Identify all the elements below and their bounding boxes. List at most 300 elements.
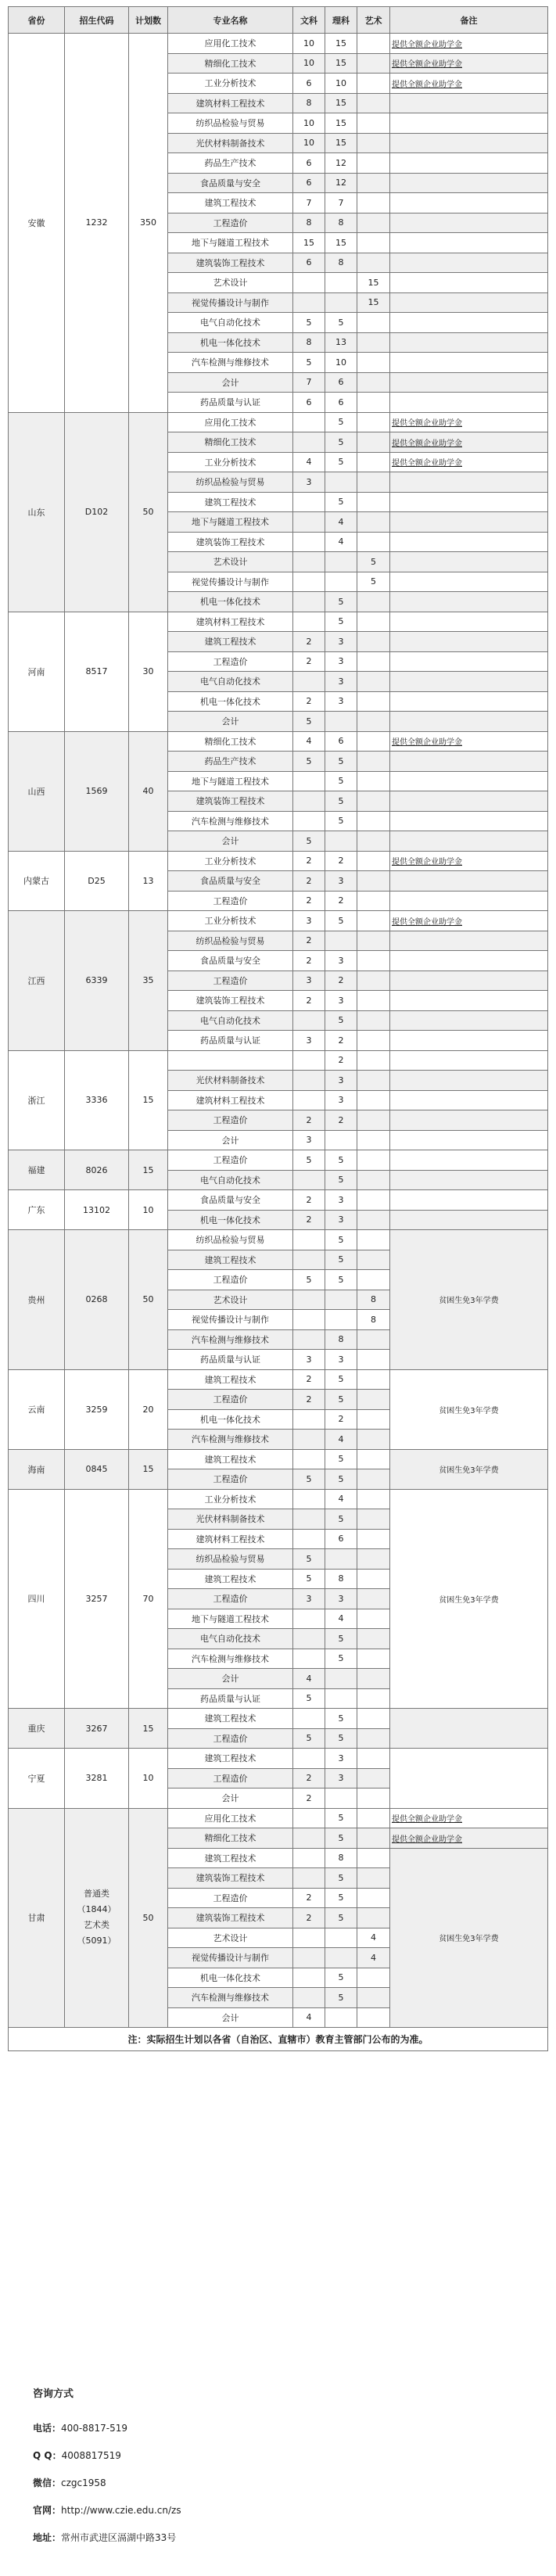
liberal-arts-cell bbox=[293, 532, 325, 552]
liberal-arts-cell: 5 bbox=[293, 1150, 325, 1171]
remarks-cell bbox=[390, 133, 548, 153]
remarks-cell: 贫困生免3年学费 bbox=[390, 1369, 548, 1449]
major-cell: 地下与隧道工程技术 bbox=[168, 1609, 293, 1629]
remarks-cell bbox=[390, 1150, 548, 1171]
major-cell: 精细化工技术 bbox=[168, 731, 293, 752]
code-cell: 0845 bbox=[65, 1449, 129, 1489]
major-cell: 食品质量与安全 bbox=[168, 173, 293, 193]
major-cell: 工业分析技术 bbox=[168, 851, 293, 871]
province-group bbox=[9, 34, 548, 413]
remarks-cell bbox=[390, 931, 548, 951]
province-cell: 河南 bbox=[9, 612, 65, 731]
major-cell: 建筑装饰工程技术 bbox=[168, 991, 293, 1011]
liberal-arts-cell: 3 bbox=[293, 1130, 325, 1150]
liberal-arts-cell bbox=[293, 1649, 325, 1669]
major-cell: 光伏材料制备技术 bbox=[168, 133, 293, 153]
science-cell: 3 bbox=[325, 1071, 357, 1091]
table-row bbox=[9, 1150, 548, 1171]
liberal-arts-cell: 2 bbox=[293, 1768, 325, 1788]
remarks-cell bbox=[390, 951, 548, 971]
major-cell: 光伏材料制备技术 bbox=[168, 1071, 293, 1091]
science-cell: 5 bbox=[325, 1728, 357, 1749]
art-cell bbox=[357, 931, 390, 951]
province-cell: 福建 bbox=[9, 1150, 65, 1190]
science-cell: 8 bbox=[325, 1569, 357, 1589]
major-cell: 纺织品检验与贸易 bbox=[168, 113, 293, 134]
major-cell: 精细化工技术 bbox=[168, 1828, 293, 1849]
art-cell bbox=[357, 1250, 390, 1270]
major-cell: 地下与隧道工程技术 bbox=[168, 771, 293, 791]
remarks-cell bbox=[390, 572, 548, 592]
liberal-arts-cell: 15 bbox=[293, 233, 325, 253]
major-cell: 建筑装饰工程技术 bbox=[168, 791, 293, 812]
province-group bbox=[9, 1489, 548, 1709]
liberal-arts-cell bbox=[293, 1509, 325, 1530]
science-cell: 5 bbox=[325, 1270, 357, 1290]
science-cell bbox=[325, 572, 357, 592]
art-cell bbox=[357, 1390, 390, 1410]
liberal-arts-cell: 4 bbox=[293, 452, 325, 472]
major-cell: 纺织品检验与贸易 bbox=[168, 1549, 293, 1570]
liberal-arts-cell bbox=[293, 292, 325, 313]
liberal-arts-cell: 8 bbox=[293, 93, 325, 113]
science-cell: 8 bbox=[325, 1329, 357, 1350]
art-cell bbox=[357, 393, 390, 413]
province-group bbox=[9, 851, 548, 911]
table-row bbox=[9, 412, 548, 432]
liberal-arts-cell: 2 bbox=[293, 651, 325, 672]
science-cell: 5 bbox=[325, 1509, 357, 1530]
art-cell bbox=[357, 871, 390, 892]
liberal-arts-cell bbox=[293, 1310, 325, 1330]
remarks-cell bbox=[390, 1050, 548, 1071]
science-cell: 3 bbox=[325, 1749, 357, 1769]
liberal-arts-cell: 2 bbox=[293, 1888, 325, 1908]
liberal-arts-cell: 2 bbox=[293, 891, 325, 911]
total-cell: 50 bbox=[129, 412, 168, 612]
major-cell: 建筑工程技术 bbox=[168, 492, 293, 512]
science-cell: 5 bbox=[325, 452, 357, 472]
liberal-arts-cell bbox=[293, 1050, 325, 1071]
major-cell: 艺术设计 bbox=[168, 1290, 293, 1310]
province-cell: 山东 bbox=[9, 412, 65, 612]
code-cell: 3267 bbox=[65, 1709, 129, 1749]
liberal-arts-cell bbox=[293, 592, 325, 612]
art-cell bbox=[357, 213, 390, 233]
science-cell: 2 bbox=[325, 851, 357, 871]
liberal-arts-cell bbox=[293, 572, 325, 592]
major-cell: 精细化工技术 bbox=[168, 432, 293, 453]
art-cell bbox=[357, 1110, 390, 1131]
liberal-arts-cell bbox=[293, 771, 325, 791]
contact-phone bbox=[33, 2420, 533, 2448]
contact-qq-value: 4008817519 bbox=[61, 2450, 121, 2461]
liberal-arts-cell: 2 bbox=[293, 1908, 325, 1928]
remarks-cell bbox=[390, 891, 548, 911]
science-cell bbox=[325, 1310, 357, 1330]
remarks-cell bbox=[390, 1031, 548, 1051]
science-cell: 3 bbox=[325, 991, 357, 1011]
science-cell: 15 bbox=[325, 133, 357, 153]
major-cell: 工程造价 bbox=[168, 1728, 293, 1749]
total-cell: 50 bbox=[129, 1230, 168, 1370]
art-cell bbox=[357, 1170, 390, 1190]
science-cell bbox=[325, 931, 357, 951]
art-cell bbox=[357, 1728, 390, 1749]
science-cell: 5 bbox=[325, 1469, 357, 1490]
liberal-arts-cell bbox=[293, 1828, 325, 1849]
science-cell: 5 bbox=[325, 592, 357, 612]
code-cell: 3336 bbox=[65, 1050, 129, 1150]
art-cell bbox=[357, 1071, 390, 1091]
liberal-arts-cell: 5 bbox=[293, 1469, 325, 1490]
liberal-arts-cell: 7 bbox=[293, 372, 325, 393]
total-cell: 15 bbox=[129, 1449, 168, 1489]
art-cell bbox=[357, 891, 390, 911]
contact-website bbox=[33, 2502, 533, 2530]
table-row bbox=[9, 1808, 548, 1828]
art-cell bbox=[357, 2007, 390, 2028]
province-group bbox=[9, 1050, 548, 1150]
science-cell: 3 bbox=[325, 951, 357, 971]
science-cell bbox=[325, 1788, 357, 1809]
science-cell: 10 bbox=[325, 353, 357, 373]
major-cell: 建筑装饰工程技术 bbox=[168, 253, 293, 273]
remarks-cell bbox=[390, 193, 548, 213]
science-cell: 5 bbox=[325, 1808, 357, 1828]
art-cell bbox=[357, 691, 390, 712]
art-cell bbox=[357, 452, 390, 472]
major-cell: 纺织品检验与贸易 bbox=[168, 931, 293, 951]
art-cell bbox=[357, 1031, 390, 1051]
remarks-cell bbox=[390, 811, 548, 831]
total-cell: 40 bbox=[129, 731, 168, 851]
remarks-cell: 提供全额企业助学金 bbox=[390, 1808, 548, 1828]
liberal-arts-cell bbox=[293, 1848, 325, 1868]
contact-qq-label: Q Q： bbox=[33, 2450, 62, 2461]
province-cell: 宁夏 bbox=[9, 1749, 65, 1809]
science-cell: 3 bbox=[325, 632, 357, 652]
art-cell bbox=[357, 313, 390, 333]
art-cell bbox=[357, 1270, 390, 1290]
liberal-arts-cell bbox=[293, 1090, 325, 1110]
liberal-arts-cell bbox=[293, 1808, 325, 1828]
art-cell bbox=[357, 1868, 390, 1889]
art-cell bbox=[357, 1609, 390, 1629]
code-cell: D25 bbox=[65, 851, 129, 911]
art-cell bbox=[357, 1988, 390, 2008]
code-line: 艺术类 bbox=[84, 1920, 109, 1931]
remarks-cell bbox=[390, 393, 548, 413]
major-cell: 建筑工程技术 bbox=[168, 1369, 293, 1390]
major-cell: 会计 bbox=[168, 2007, 293, 2028]
art-cell bbox=[357, 492, 390, 512]
major-cell: 工程造价 bbox=[168, 970, 293, 991]
liberal-arts-cell bbox=[293, 672, 325, 692]
liberal-arts-cell bbox=[293, 612, 325, 632]
science-cell bbox=[325, 552, 357, 572]
major-cell: 建筑工程技术 bbox=[168, 1250, 293, 1270]
liberal-arts-cell: 6 bbox=[293, 74, 325, 94]
science-cell bbox=[325, 472, 357, 493]
major-cell: 工程造价 bbox=[168, 651, 293, 672]
remarks-cell bbox=[390, 612, 548, 632]
art-cell bbox=[357, 1329, 390, 1350]
art-cell bbox=[357, 53, 390, 74]
science-cell bbox=[325, 1290, 357, 1310]
table-row bbox=[9, 1190, 548, 1211]
footnote: 注：实际招生计划以各省（自治区、直辖市）教育主管部门公布的为准。 bbox=[9, 2028, 548, 2051]
art-cell bbox=[357, 1150, 390, 1171]
science-cell: 3 bbox=[325, 1350, 357, 1370]
science-cell: 5 bbox=[325, 1150, 357, 1171]
major-cell: 电气自动化技术 bbox=[168, 1629, 293, 1649]
remarks-cell bbox=[390, 592, 548, 612]
science-cell: 4 bbox=[325, 532, 357, 552]
art-cell bbox=[357, 353, 390, 373]
art-cell: 4 bbox=[357, 1928, 390, 1948]
science-cell: 8 bbox=[325, 253, 357, 273]
remarks-cell bbox=[390, 791, 548, 812]
major-cell: 汽车检测与维修技术 bbox=[168, 811, 293, 831]
liberal-arts-cell: 10 bbox=[293, 113, 325, 134]
science-cell: 5 bbox=[325, 1449, 357, 1469]
total-cell: 70 bbox=[129, 1489, 168, 1709]
remarks-cell bbox=[390, 970, 548, 991]
major-cell: 建筑工程技术 bbox=[168, 1569, 293, 1589]
remarks-cell bbox=[390, 651, 548, 672]
art-cell bbox=[357, 1430, 390, 1450]
science-cell: 5 bbox=[325, 752, 357, 772]
art-cell bbox=[357, 1489, 390, 1509]
remarks-cell: 提供全额企业助学金 bbox=[390, 1828, 548, 1849]
liberal-arts-cell: 2 bbox=[293, 691, 325, 712]
liberal-arts-cell: 5 bbox=[293, 831, 325, 852]
science-cell: 3 bbox=[325, 1210, 357, 1230]
art-cell bbox=[357, 851, 390, 871]
province-cell: 安徽 bbox=[9, 34, 65, 413]
code-cell: D102 bbox=[65, 412, 129, 612]
liberal-arts-cell: 10 bbox=[293, 53, 325, 74]
remarks-cell bbox=[390, 1749, 548, 1809]
total-cell: 10 bbox=[129, 1749, 168, 1809]
liberal-arts-cell: 2 bbox=[293, 1210, 325, 1230]
science-cell: 5 bbox=[325, 1390, 357, 1410]
code-cell: 1569 bbox=[65, 731, 129, 851]
liberal-arts-cell bbox=[293, 1749, 325, 1769]
header-remarks: 备注 bbox=[390, 7, 548, 34]
major-cell: 电气自动化技术 bbox=[168, 313, 293, 333]
major-cell: 药品质量与认证 bbox=[168, 1688, 293, 1709]
province-group bbox=[9, 612, 548, 731]
code-cell: 8517 bbox=[65, 612, 129, 731]
contact-website-link[interactable]: http://www.czie.edu.cn/zs bbox=[61, 2505, 181, 2516]
science-cell: 5 bbox=[325, 1250, 357, 1270]
major-cell: 艺术设计 bbox=[168, 1928, 293, 1948]
liberal-arts-cell: 5 bbox=[293, 1688, 325, 1709]
total-cell: 10 bbox=[129, 1190, 168, 1230]
liberal-arts-cell bbox=[293, 1449, 325, 1469]
science-cell: 3 bbox=[325, 1190, 357, 1211]
science-cell: 3 bbox=[325, 672, 357, 692]
liberal-arts-cell bbox=[293, 1968, 325, 1988]
science-cell: 5 bbox=[325, 771, 357, 791]
liberal-arts-cell bbox=[293, 1430, 325, 1450]
major-cell: 工程造价 bbox=[168, 213, 293, 233]
major-cell: 工业分析技术 bbox=[168, 911, 293, 931]
art-cell bbox=[357, 1529, 390, 1549]
science-cell: 3 bbox=[325, 1768, 357, 1788]
liberal-arts-cell bbox=[293, 1948, 325, 1968]
remarks-cell bbox=[390, 771, 548, 791]
art-cell bbox=[357, 1709, 390, 1729]
art-cell bbox=[357, 1210, 390, 1230]
science-cell: 5 bbox=[325, 1709, 357, 1729]
remarks-cell: 提供全额企业助学金 bbox=[390, 731, 548, 752]
liberal-arts-cell: 7 bbox=[293, 193, 325, 213]
science-cell: 2 bbox=[325, 1110, 357, 1131]
major-cell: 电气自动化技术 bbox=[168, 1170, 293, 1190]
remarks-cell bbox=[390, 1190, 548, 1211]
major-cell: 药品生产技术 bbox=[168, 153, 293, 174]
province-group bbox=[9, 1150, 548, 1190]
liberal-arts-cell: 3 bbox=[293, 1350, 325, 1370]
art-cell bbox=[357, 1230, 390, 1250]
province-group bbox=[9, 731, 548, 851]
major-cell: 建筑装饰工程技术 bbox=[168, 1908, 293, 1928]
table-row bbox=[9, 731, 548, 752]
remarks-cell bbox=[390, 672, 548, 692]
science-cell: 6 bbox=[325, 1529, 357, 1549]
table-row bbox=[9, 1709, 548, 1729]
contact-wechat-value: czgc1958 bbox=[61, 2477, 106, 2488]
art-cell: 5 bbox=[357, 572, 390, 592]
total-cell: 15 bbox=[129, 1150, 168, 1190]
province-cell: 山西 bbox=[9, 731, 65, 851]
liberal-arts-cell: 2 bbox=[293, 1788, 325, 1809]
liberal-arts-cell bbox=[293, 1409, 325, 1430]
enrollment-plan-table bbox=[8, 6, 548, 2051]
liberal-arts-cell bbox=[293, 1709, 325, 1729]
major-cell: 地下与隧道工程技术 bbox=[168, 233, 293, 253]
science-cell: 7 bbox=[325, 193, 357, 213]
art-cell bbox=[357, 1629, 390, 1649]
science-cell: 5 bbox=[325, 412, 357, 432]
science-cell: 8 bbox=[325, 213, 357, 233]
science-cell: 15 bbox=[325, 113, 357, 134]
science-cell: 5 bbox=[325, 1649, 357, 1669]
province-cell: 江西 bbox=[9, 911, 65, 1051]
science-cell: 15 bbox=[325, 34, 357, 54]
province-cell: 内蒙古 bbox=[9, 851, 65, 911]
liberal-arts-cell bbox=[293, 1489, 325, 1509]
major-cell: 视觉传播设计与制作 bbox=[168, 1948, 293, 1968]
remarks-cell: 贫困生免3年学费 bbox=[390, 1449, 548, 1489]
science-cell bbox=[325, 2007, 357, 2028]
liberal-arts-cell: 2 bbox=[293, 1369, 325, 1390]
liberal-arts-cell bbox=[293, 1868, 325, 1889]
science-cell: 5 bbox=[325, 1230, 357, 1250]
liberal-arts-cell: 6 bbox=[293, 393, 325, 413]
code-line: （1844） bbox=[77, 1904, 117, 1915]
remarks-cell bbox=[390, 752, 548, 772]
major-cell: 建筑工程技术 bbox=[168, 1709, 293, 1729]
contact-website-label: 官网： bbox=[33, 2505, 62, 2516]
art-cell bbox=[357, 1669, 390, 1689]
remarks-cell bbox=[390, 1130, 548, 1150]
remarks-cell bbox=[390, 512, 548, 533]
science-cell: 3 bbox=[325, 691, 357, 712]
remarks-cell: 提供全额企业助学金 bbox=[390, 412, 548, 432]
header-liberal-arts: 文科 bbox=[293, 7, 325, 34]
province-cell: 甘肃 bbox=[9, 1808, 65, 2028]
major-cell: 药品质量与认证 bbox=[168, 1031, 293, 1051]
major-cell: 建筑材料工程技术 bbox=[168, 93, 293, 113]
liberal-arts-cell bbox=[293, 1290, 325, 1310]
art-cell bbox=[357, 752, 390, 772]
major-cell: 纺织品检验与贸易 bbox=[168, 1230, 293, 1250]
science-cell: 2 bbox=[325, 891, 357, 911]
province-group bbox=[9, 1369, 548, 1449]
art-cell bbox=[357, 1090, 390, 1110]
remarks-cell bbox=[390, 552, 548, 572]
art-cell: 15 bbox=[357, 273, 390, 293]
art-cell bbox=[357, 193, 390, 213]
major-cell: 建筑工程技术 bbox=[168, 632, 293, 652]
art-cell bbox=[357, 951, 390, 971]
header-code: 招生代码 bbox=[65, 7, 129, 34]
art-cell: 8 bbox=[357, 1310, 390, 1330]
table-header-row bbox=[9, 7, 548, 34]
liberal-arts-cell: 5 bbox=[293, 712, 325, 732]
remarks-cell: 贫困生免3年学费 bbox=[390, 1230, 548, 1370]
liberal-arts-cell bbox=[293, 1170, 325, 1190]
table-row bbox=[9, 1369, 548, 1390]
code-cell: 3257 bbox=[65, 1489, 129, 1709]
science-cell: 5 bbox=[325, 911, 357, 931]
science-cell: 5 bbox=[325, 1908, 357, 1928]
table-row bbox=[9, 612, 548, 632]
science-cell: 5 bbox=[325, 1010, 357, 1031]
major-cell: 建筑工程技术 bbox=[168, 193, 293, 213]
science-cell: 4 bbox=[325, 512, 357, 533]
code-cell: 3259 bbox=[65, 1369, 129, 1449]
total-cell: 13 bbox=[129, 851, 168, 911]
major-cell: 建筑工程技术 bbox=[168, 1848, 293, 1868]
science-cell bbox=[325, 292, 357, 313]
province-group bbox=[9, 911, 548, 1051]
remarks-cell bbox=[390, 1170, 548, 1190]
code-cell bbox=[65, 1808, 129, 2028]
province-cell: 云南 bbox=[9, 1369, 65, 1449]
major-cell: 工程造价 bbox=[168, 1150, 293, 1171]
remarks-cell: 提供全额企业助学金 bbox=[390, 74, 548, 94]
major-cell: 药品质量与认证 bbox=[168, 1350, 293, 1370]
major-cell: 建筑工程技术 bbox=[168, 1749, 293, 1769]
remarks-cell bbox=[390, 93, 548, 113]
major-cell: 精细化工技术 bbox=[168, 53, 293, 74]
province-cell: 海南 bbox=[9, 1449, 65, 1489]
table-row bbox=[9, 1050, 548, 1071]
art-cell bbox=[357, 1509, 390, 1530]
province-cell: 重庆 bbox=[9, 1709, 65, 1749]
art-cell bbox=[357, 34, 390, 54]
province-group bbox=[9, 1709, 548, 1749]
major-cell: 艺术设计 bbox=[168, 552, 293, 572]
major-cell: 建筑材料工程技术 bbox=[168, 612, 293, 632]
contact-address-value: 常州市武进区滆湖中路33号 bbox=[61, 2532, 177, 2543]
art-cell bbox=[357, 731, 390, 752]
